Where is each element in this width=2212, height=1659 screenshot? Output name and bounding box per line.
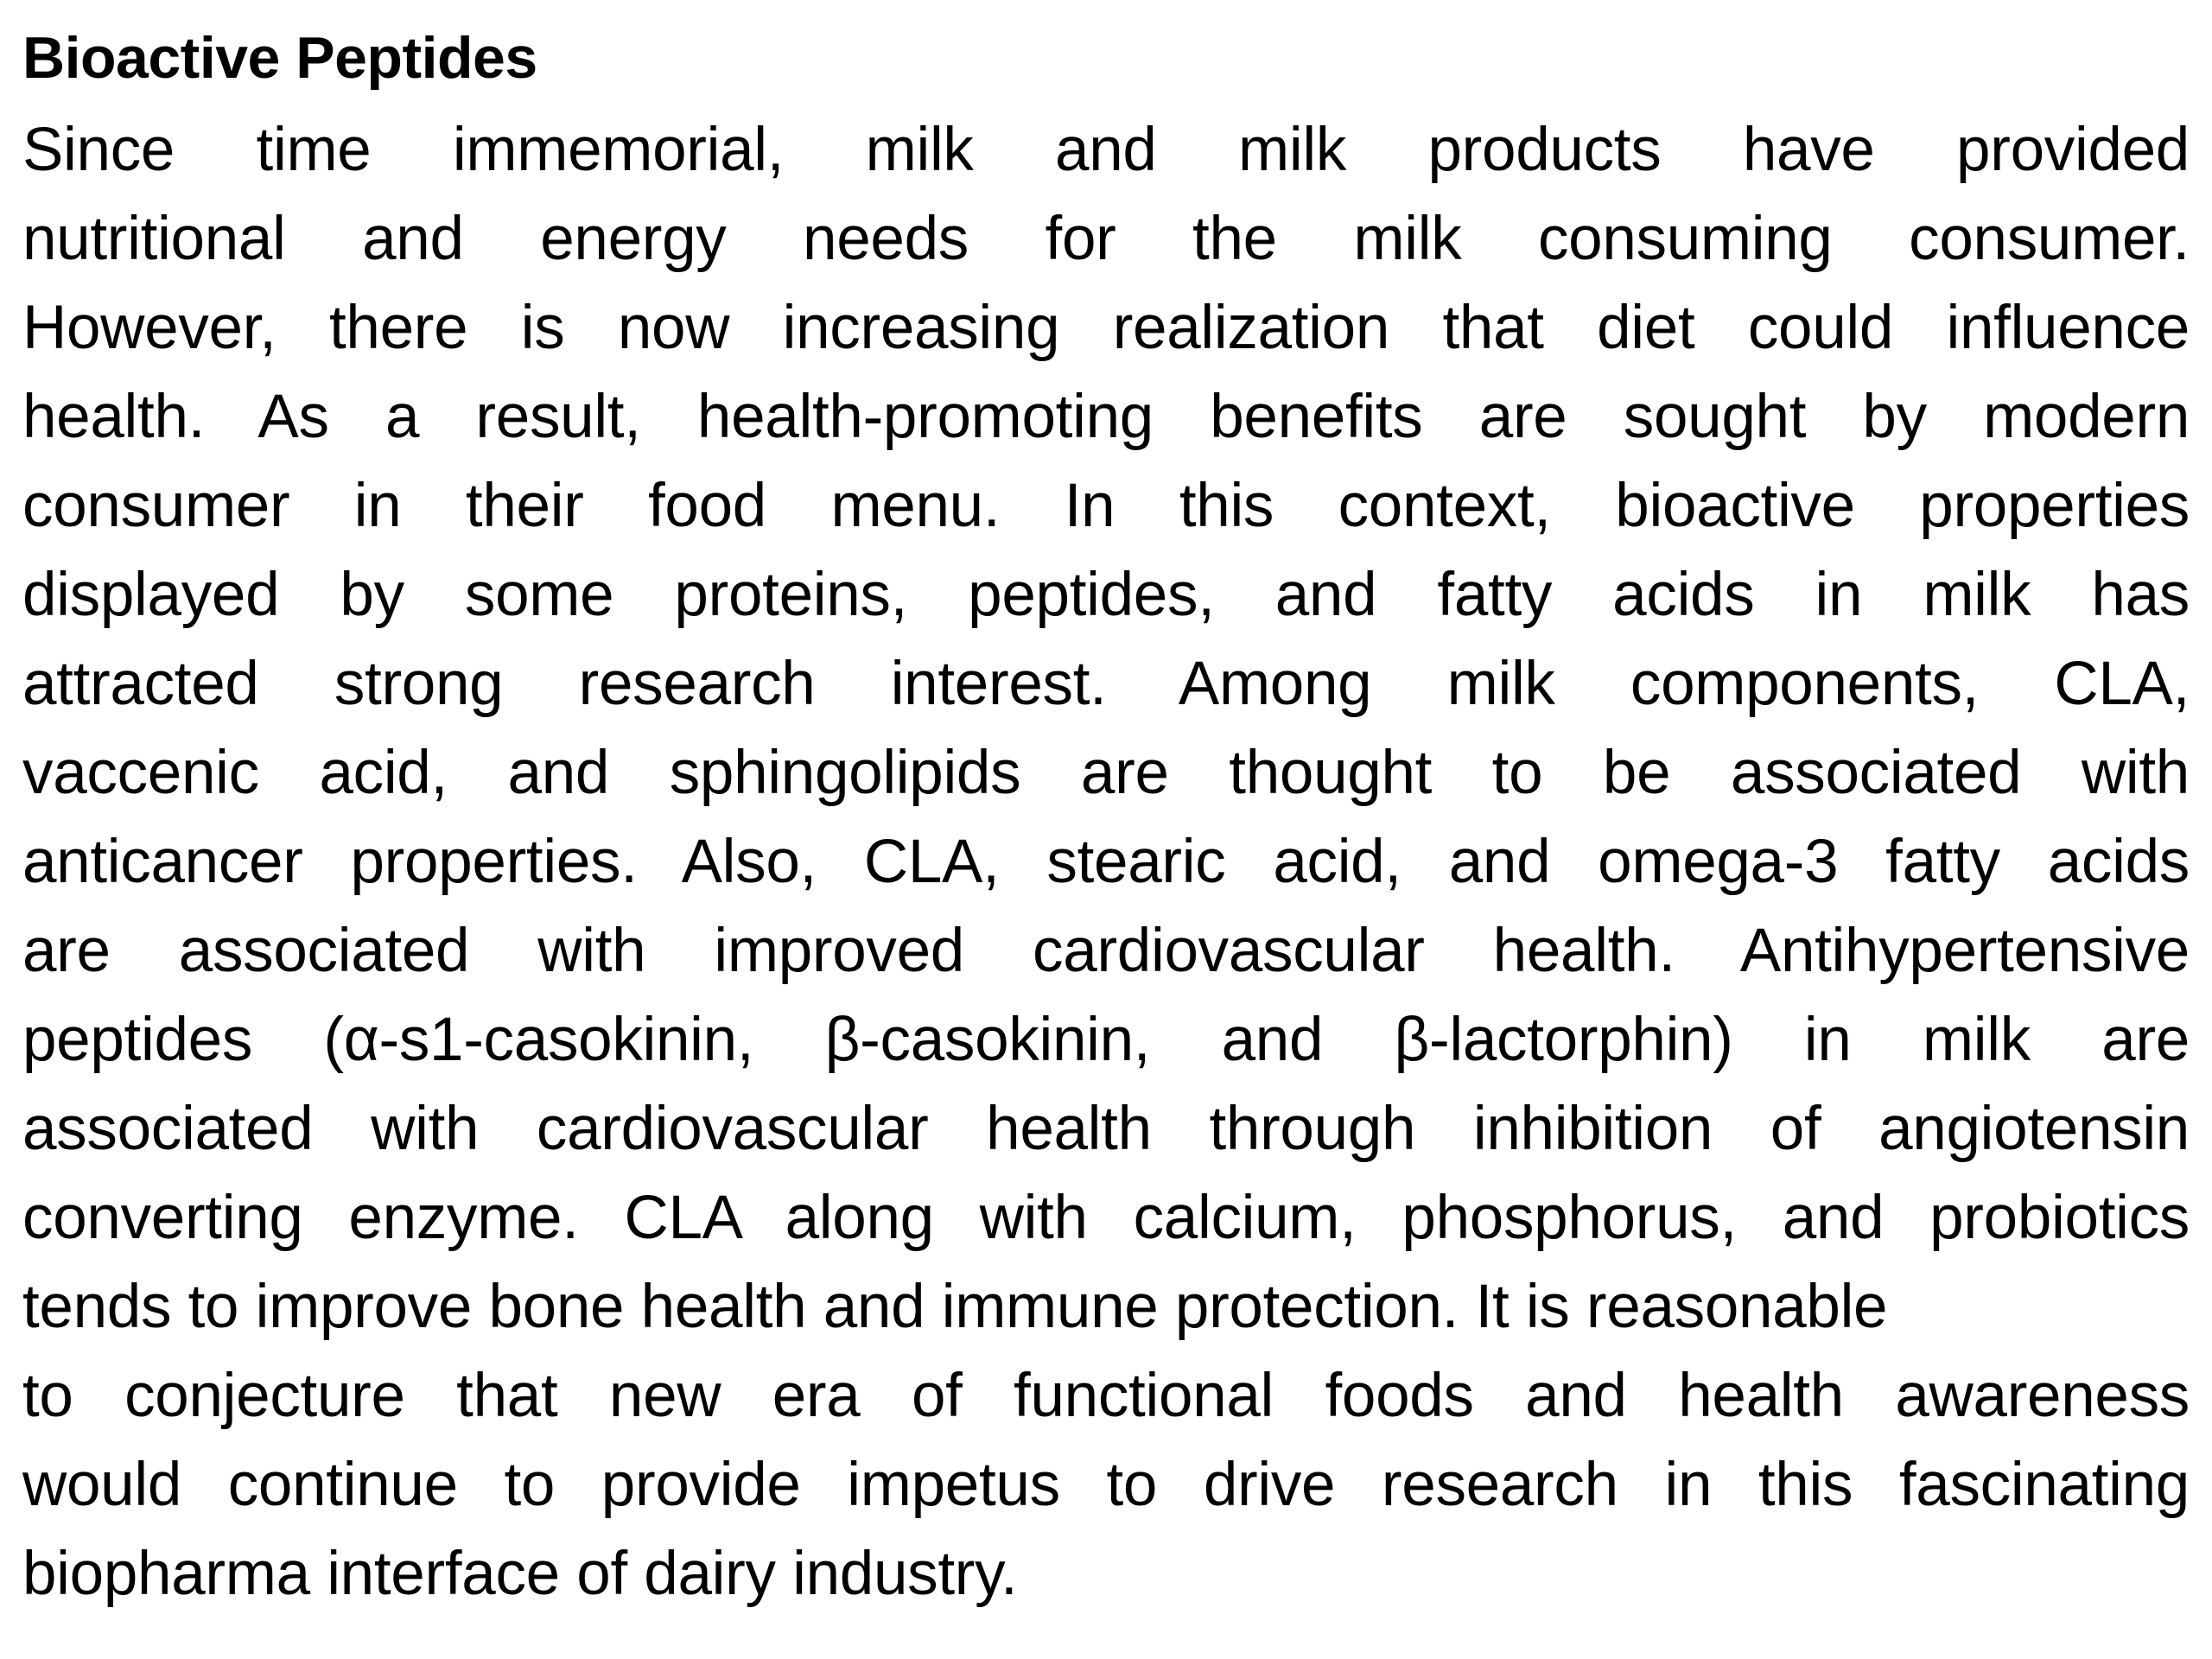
body-line: converting enzyme. CLA along with calcium, phosphorus, and probiotics bbox=[22, 1184, 2190, 1252]
body-line: However, there is now increasing realization that diet could influence bbox=[22, 294, 2190, 362]
body-line: to conjecture that new era of functional foods and health awareness bbox=[22, 1362, 2190, 1430]
body-line: associated with cardiovascular health through inhibition of angiotensin bbox=[22, 1095, 2190, 1163]
body-line: health. As a result, health-promoting benefits are sought by modern bbox=[22, 383, 2190, 451]
document-body bbox=[22, 105, 2190, 1618]
body-line: tends to improve bone health and immune protection. It is reasonable bbox=[22, 1273, 1888, 1341]
body-line: attracted strong research interest. Among milk components, CLA, bbox=[22, 650, 2190, 718]
document-content bbox=[22, 19, 2190, 1618]
body-line: biopharma interface of dairy industry. bbox=[22, 1540, 1018, 1608]
body-line: are associated with improved cardiovascular health. Antihypertensive bbox=[22, 917, 2190, 985]
body-line: peptides (α-s1-casokinin, β-casokinin, and β-lactorphin) in milk are bbox=[22, 1006, 2190, 1074]
document-title: Bioactive Peptides bbox=[22, 25, 537, 91]
body-line: nutritional and energy needs for the milk consuming consumer. bbox=[22, 205, 2190, 273]
body-line: displayed by some proteins, peptides, and fatty acids in milk has bbox=[22, 561, 2190, 629]
body-line: Since time immemorial, milk and milk products have provided bbox=[22, 116, 2190, 184]
body-line: vaccenic acid, and sphingolipids are thought to be associated with bbox=[22, 739, 2190, 807]
body-line: anticancer properties. Also, CLA, stearic acid, and omega-3 fatty acids bbox=[22, 828, 2190, 896]
body-line: would continue to provide impetus to drive research in this fascinating bbox=[22, 1451, 2190, 1519]
body-line: consumer in their food menu. In this context, bioactive properties bbox=[22, 472, 2190, 540]
